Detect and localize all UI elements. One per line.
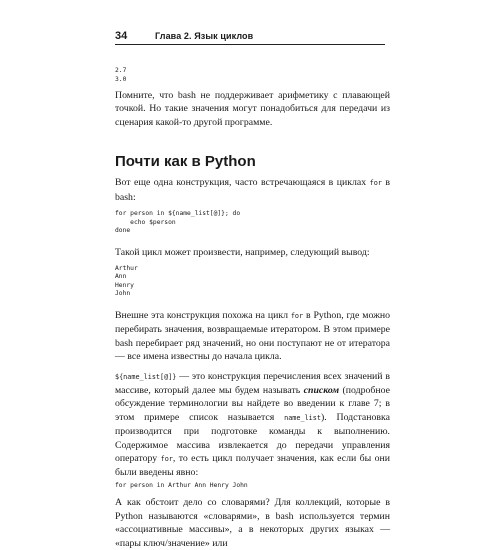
code-line: Arthur xyxy=(115,264,138,272)
section-heading: Почти как в Python xyxy=(115,153,256,171)
paragraph-python-compare xyxy=(115,309,390,364)
text: ). Подстановка производится при подготовке команды к выполнению. Содержимое массива извлекается до передачи управления оператору xyxy=(115,411,390,464)
code-line: Ann xyxy=(115,273,127,281)
running-header xyxy=(115,28,385,44)
emphasis: списком xyxy=(303,384,340,396)
text: Вот еще одна конструкция, часто встречающаяся в циклах xyxy=(115,177,370,189)
text: , то есть цикл получает значения, как если бы они были введены явно: xyxy=(115,453,390,479)
text: (подробное обсуждение терминологии вы найдете во введении к главе 7; в этом примере список называется xyxy=(115,384,390,423)
code-line: 3.0 xyxy=(115,75,127,83)
code-line: John xyxy=(115,290,131,298)
code-line: for person in ${name_list[@]}; do xyxy=(115,210,241,218)
inline-code: for xyxy=(290,311,304,320)
text: в bash: xyxy=(115,177,390,203)
inline-code: for xyxy=(160,455,173,463)
header-rule xyxy=(115,44,385,45)
paragraph-dictionaries: А как обстоит дело со словарями? Для коллекций, которые в Python называются «словарями», в bash используется термин «ассоциативные массивы», а в некоторых других языках — «пары ключ/значение» или xyxy=(115,497,390,549)
paragraph-intro xyxy=(115,176,390,204)
inline-code: name_list xyxy=(284,413,321,422)
code-block-names xyxy=(115,265,390,299)
paragraph-array-expansion xyxy=(115,370,390,480)
chapter-title: Глава 2. Язык циклов xyxy=(155,31,254,41)
text: Внешне эта конструкция похожа на цикл xyxy=(115,309,291,321)
text: в Python, где можно перебирать значения, возвращаемые итератором. В этом примере bash перебирает ряд значений, но они поступают не от итератора — все имена известны до начала цикла. xyxy=(115,309,391,363)
inline-code: for xyxy=(369,179,382,188)
code-line-explicit: for person in Arthur Ann Henry John xyxy=(115,481,248,489)
code-line: 2.7 xyxy=(115,67,127,74)
inline-code: ${name_list[@]} xyxy=(115,372,177,381)
code-line: Henry xyxy=(115,281,134,289)
page-body xyxy=(115,64,390,550)
paragraph-output-intro: Такой цикл может произвести, например, следующий вывод: xyxy=(115,246,370,258)
text: — это конструкция перечисления всех значений в массиве, который далее мы будем называть xyxy=(115,370,390,396)
code-block-for xyxy=(115,210,390,236)
code-output-top xyxy=(115,67,390,84)
paragraph-float-note: Помните, что bash не поддерживает арифметику с плавающей точкой. Но такие значения могут понадобиться для передачи из сценария какой-то другой программе. xyxy=(115,90,390,128)
code-line: done xyxy=(115,227,131,235)
page-number: 34 xyxy=(115,30,128,42)
code-line: echo $person xyxy=(115,218,176,226)
